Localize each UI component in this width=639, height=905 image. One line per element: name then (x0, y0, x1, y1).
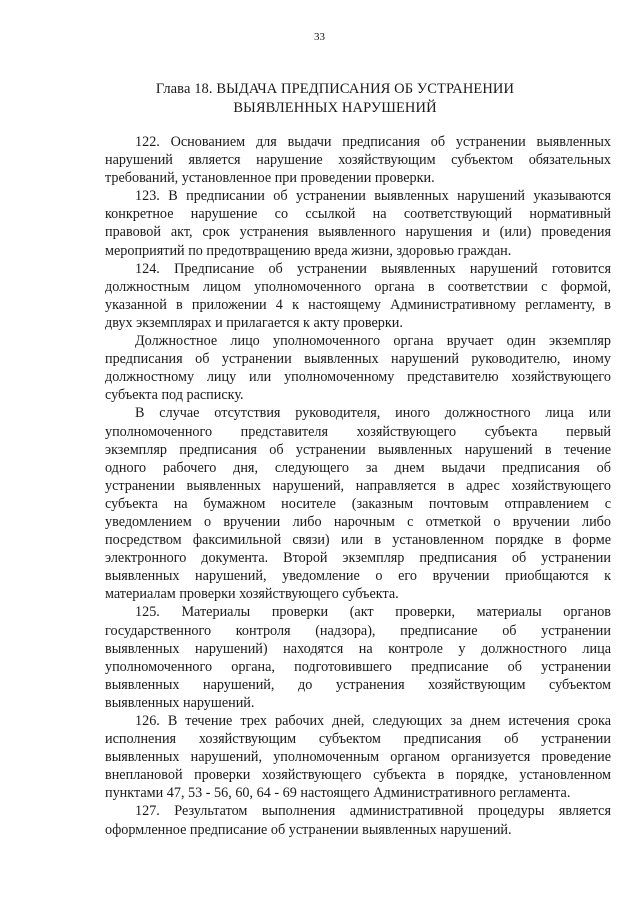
text-line: 122. Основанием для выдачи предписания об устранении выявленных (135, 134, 611, 150)
text-line: материалам проверки хозяйствующего субъекта. (105, 586, 399, 603)
text-line: 125. Материалы проверки (акт проверки, материалы органов (135, 604, 611, 621)
paragraph-124-absence (105, 404, 611, 603)
text-line: 126. В течение трех рабочих дней, следующих за днем истечения срока (135, 713, 611, 729)
text-line: 123. В предписании об устранении выявленных нарушений указываются (135, 188, 611, 205)
text-line: уполномоченного представителя хозяйствующего субъекта первый (105, 423, 611, 440)
text-line: правовой акт, срок устранения выявленного нарушения и (или) проведения (105, 224, 611, 241)
text-line: субъекта на бумажном носителе (заказным почтовым отправлением с (105, 495, 611, 512)
text-line: пунктами 47, 53 - 56, 60, 64 - 69 настоящего Административного регламента. (105, 785, 571, 802)
text-line: требований, установленное при проведении проверки. (105, 170, 435, 187)
text-line: оформленное предписание об устранении выявленных нарушений. (105, 821, 512, 838)
text-line: выявленных нарушений, уполномоченным органом организуется проведение (105, 749, 611, 766)
text-line: одного рабочего дня, следующего за днем выдачи предписания об (105, 459, 611, 476)
text-line: В случае отсутствия руководителя, иного должностного лица или (135, 405, 611, 422)
paragraph-127 (105, 802, 611, 838)
text-line: предписания об устранении выявленных нарушений руководителю, иному (105, 351, 611, 368)
text-line: должностным лицом уполномоченного органа в соответствии с формой, (105, 278, 611, 295)
paragraph-123 (105, 187, 611, 259)
chapter-title-line-2: ВЫЯВЛЕННЫХ НАРУШЕНИЙ (233, 100, 437, 116)
text-line: 127. Результатом выполнения административной процедуры является (135, 803, 611, 820)
text-line: внеплановой проверки хозяйствующего субъекта в порядке, установленном (105, 767, 611, 784)
text-line: выявленных нарушений) находятся на контроле у должностного лица (105, 640, 611, 657)
text-line: выявленных нарушений. (105, 694, 255, 711)
text-line: посредством факсимильной связи) или в установленном порядке в форме (105, 532, 611, 549)
text-line: указанной в приложении 4 к настоящему Административному регламенту, в (105, 296, 611, 313)
text-line: субъекта под расписку. (105, 387, 244, 404)
page-number: 33 (314, 31, 325, 43)
body-text (105, 133, 611, 839)
text-line: мероприятий по предотвращению вреда жизни, здоровью граждан. (105, 242, 512, 259)
text-line: государственного контроля (надзора), предписание об устранении (105, 622, 611, 639)
text-line: конкретное нарушение со ссылкой на соответствующий нормативный (105, 206, 611, 223)
paragraph-124 (105, 260, 611, 332)
text-line: устранении выявленных нарушений, направляется в адрес хозяйствующего (105, 477, 611, 494)
chapter-title (150, 80, 520, 118)
text-line: нарушений является нарушение хозяйствующим субъектом обязательных (105, 152, 611, 169)
text-line: уведомлением о вручении либо нарочным с отметкой о вручении либо (105, 513, 611, 530)
text-line: выявленных нарушений, уведомление о его вручении приобщаются к (105, 568, 611, 585)
paragraph-122 (105, 133, 611, 187)
text-line: 124. Предписание об устранении выявленных нарушений готовится (135, 260, 611, 277)
paragraph-125 (105, 603, 611, 712)
chapter-title-line-1: Глава 18. ВЫДАЧА ПРЕДПИСАНИЯ ОБ УСТРАНЕНИИ (155, 81, 515, 97)
text-line: Должностное лицо уполномоченного органа вручает один экземпляр (135, 333, 611, 350)
text-line: выявленных нарушений, до устранения хозяйствующим субъектом (105, 676, 611, 693)
text-line: исполнения хозяйствующим субъектом предписания об устранении (105, 731, 611, 748)
text-line: должностному лицу или уполномоченному представителю хозяйствующего (105, 369, 611, 386)
text-line: двух экземплярах и прилагается к акту проверки. (105, 314, 403, 331)
text-line: уполномоченного органа, подготовившего предписание об устранении (105, 658, 611, 675)
paragraph-124-delivery (105, 332, 611, 404)
paragraph-126 (105, 712, 611, 802)
text-line: экземпляр предписания об устранении выявленных нарушений в течение (105, 441, 611, 458)
text-line: электронного документа. Второй экземпляр предписания об устранении (105, 550, 611, 567)
